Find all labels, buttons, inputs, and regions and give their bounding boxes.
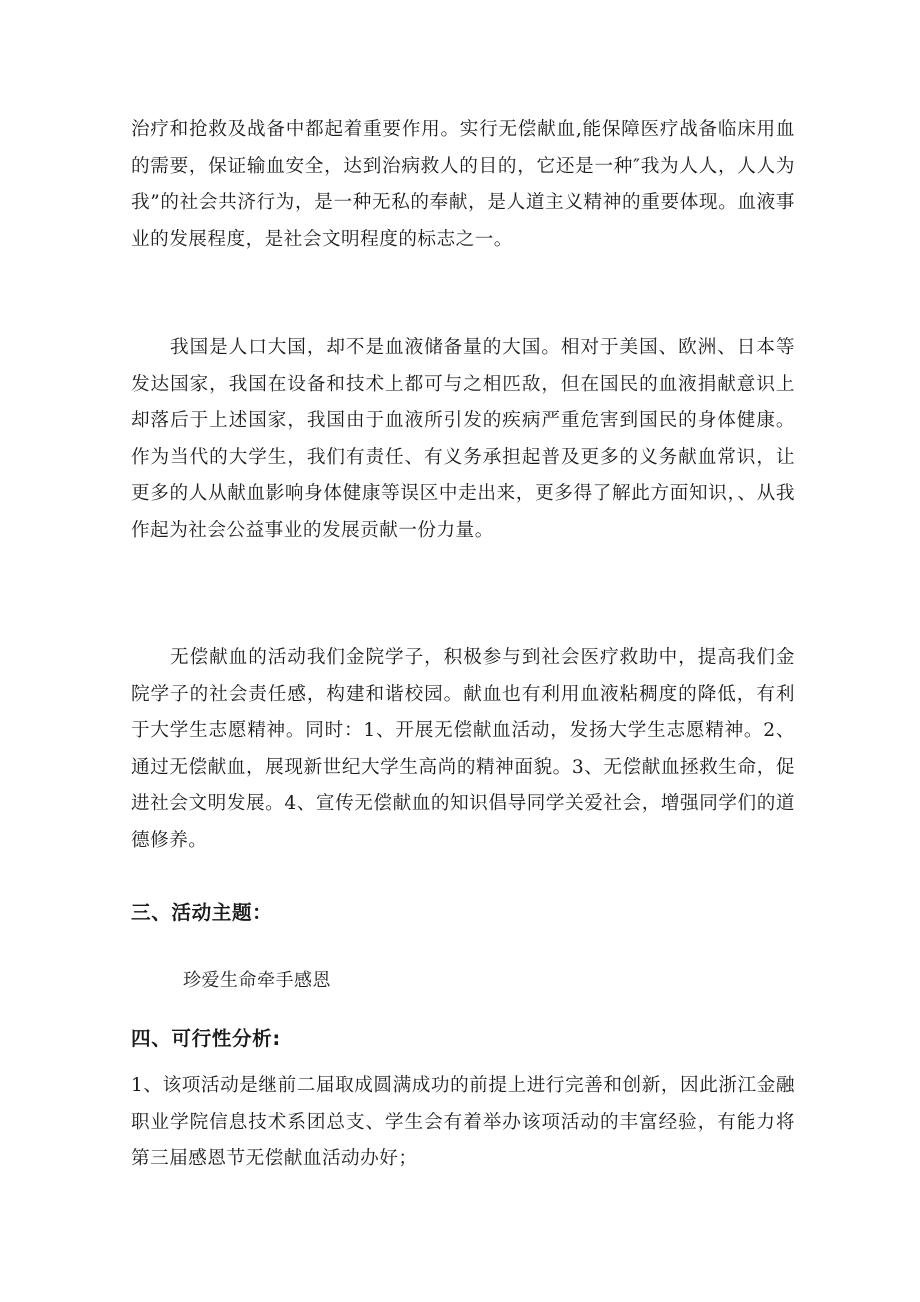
paragraph-blood-donation-importance: 治疗和抢救及战备中都起着重要作用。实行无偿献血,能保障医疗战备临床用血的需要，保证输血安全，达到治病救人的目的，它还是一种″我为人人，人人为我”的社会共济行为，是一种无私的奉献，是人道主义精神的重要体现。血液事业的发展程度，是社会文明程度的标志之一。: [131, 119, 795, 250]
activity-theme-text: 珍爱生命牵手感恩: [183, 970, 331, 991]
paragraph-national-situation: 我国是人口大国，却不是血液储备量的大国。相对于美国、欧洲、日本等发达国家，我国在设备和技术上都可与之相匹敌，但在国民的血液捐献意识上却落后于上述国家，我国由于血液所引发的疾病严重危害到国民的身体健康。作为当代的大学生，我们有责任、有义务承担起普及更多的义务献血常识，让更多的人从献血影响身体健康等误区中走出来，更多得了解此方面知识，、从我作起为社会公益事业的发展贡献一份力量。: [131, 337, 795, 541]
paragraph-activity-purpose: 无偿献血的活动我们金院学子，积极参与到社会医疗救助中，提高我们金院学子的社会责任感，构建和谐校园。献血也有利用血液粘稠度的降低，有利于大学生志愿精神。同时：1、开展无偿献血活动，发扬大学生志愿精神。2、通过无偿献血，展现新世纪大学生高尚的精神面貌。3、无偿献血拯救生命，促进社会文明发展。4、宣传无偿献血的知识倡导同学关爱社会，增强同学们的道德修养。: [131, 647, 795, 851]
section-heading-feasibility: 四、可行性分析:: [131, 1027, 281, 1050]
feasibility-item-1: 1、该项活动是继前二届取成圆满成功的前提上进行完善和创新，因此浙江金融职业学院信息技术系团总支、学生会有着举办该项活动的丰富经验，有能力将第三届感恩节无偿献血活动办好；: [131, 1075, 795, 1170]
section-heading-theme: 三、活动主题：: [131, 901, 273, 924]
